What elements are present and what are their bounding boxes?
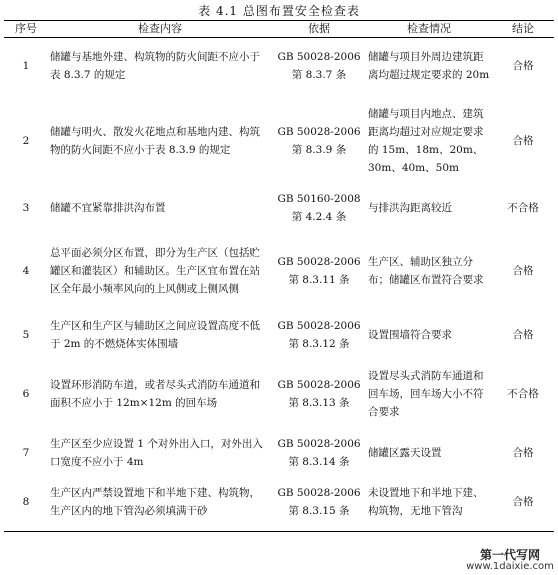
basis	[272, 474, 366, 532]
basis-clause: 第 8.3.11 条	[288, 273, 350, 286]
table-row	[4, 474, 554, 532]
watermark-url: www.1daixie.com	[466, 561, 554, 572]
basis-standard: GB 50028-2006	[277, 378, 361, 391]
basis	[272, 314, 366, 356]
basis	[272, 94, 366, 188]
basis-standard: GB 50160-2008	[277, 192, 361, 205]
row-number: 8	[4, 474, 48, 532]
result: 合格	[512, 264, 534, 277]
row-number: 2	[22, 134, 30, 147]
basis	[272, 356, 366, 432]
basis-standard: GB 50028-2006	[277, 255, 361, 268]
result: 合格	[512, 446, 534, 459]
watermark	[464, 549, 556, 573]
result: 不合格	[507, 387, 539, 400]
header-basis: 依据	[272, 21, 366, 38]
row-number: 1	[22, 59, 30, 72]
table-row	[4, 228, 554, 314]
row-number: 7	[22, 446, 30, 459]
basis-standard: GB 50028-2006	[277, 125, 361, 138]
basis	[272, 38, 366, 94]
basis-standard: GB 50028-2006	[277, 319, 361, 332]
basis-clause: 第 4.2.4 条	[291, 210, 347, 223]
check-content: 设置环形消防车道，或者尽头式消防车通道和面积不应小于 12m×12m 的回车场	[50, 378, 260, 409]
basis	[272, 228, 366, 314]
check-situation: 未设置地下和半地下建、构筑物，无地下管沟	[366, 474, 492, 532]
header-result: 结论	[492, 21, 554, 38]
basis-clause: 第 8.3.14 条	[288, 455, 350, 468]
basis	[272, 188, 366, 228]
result: 合格	[512, 328, 534, 341]
result: 合格	[512, 59, 534, 72]
header-content: 检查内容	[48, 21, 272, 38]
table-row	[4, 94, 554, 188]
check-situation: 设置尽头式消防车通道和回车场，回车场大小不符合要求	[368, 369, 484, 418]
check-situation: 设置围墙符合要求	[368, 328, 452, 341]
check-situation: 与排洪沟距离较近	[368, 201, 452, 214]
row-number: 4	[22, 264, 30, 277]
table-row	[4, 38, 554, 94]
safety-checklist-table	[4, 20, 554, 532]
check-content: 生产区至少应设置 1 个对外出入口，对外出入口宽度不应小于 4m	[50, 437, 263, 468]
basis-standard: GB 50028-2006	[277, 487, 361, 500]
table-row	[4, 432, 554, 474]
header-no: 序号	[4, 21, 48, 38]
row-number: 6	[22, 387, 30, 400]
basis-standard: GB 50028-2006	[277, 437, 361, 450]
check-situation: 生产区、辅助区独立分布；储罐区布置符合要求	[368, 255, 484, 286]
row-number: 3	[22, 201, 30, 214]
check-content: 总平面必须分区布置，即分为生产区（包括贮罐区和灌装区）和辅助区。生产区宜布置在站区全年最小频率风向的上风侧或上侧风侧	[50, 246, 260, 295]
table-header-row	[4, 21, 554, 38]
check-situation: 储罐与项目外周边建筑距离均超过规定要求的 20m	[368, 50, 490, 81]
table-row	[4, 356, 554, 432]
watermark-name: 第一代写网	[479, 548, 540, 562]
check-content: 储罐与基地外建、构筑物的防火间距不应小于表 8.3.7 的规定	[50, 50, 260, 81]
result: 合格	[512, 134, 534, 147]
check-situation: 储罐区露天设置	[368, 446, 442, 459]
basis-clause: 第 8.3.7 条	[291, 68, 347, 81]
check-content: 生产区和生产区与辅助区之间应设置高度不低于 2m 的不燃烧体实体围墙	[50, 319, 260, 350]
check-content: 生产区内严禁设置地下和半地下建、构筑物，生产区内的地下管沟必须填满干砂	[48, 474, 272, 532]
basis-standard: GB 50028-2006	[277, 50, 361, 63]
check-content: 储罐不宜紧靠排洪沟布置	[50, 201, 166, 214]
basis-clause: 第 8.3.15 条	[288, 505, 350, 518]
basis-clause: 第 8.3.13 条	[288, 396, 350, 409]
table-row	[4, 188, 554, 228]
check-content: 储罐与明火、散发火花地点和基地内建、构筑物的防火间距不应小于表 8.3.9 的规定	[50, 125, 260, 156]
result: 不合格	[507, 201, 539, 214]
basis	[272, 432, 366, 474]
basis-clause: 第 8.3.12 条	[288, 337, 350, 350]
check-situation: 储罐与项目内地点、建筑距离均超过对应规定要求的 15m、18m、20m、30m、40m、50m	[368, 107, 484, 174]
result: 合格	[492, 474, 554, 532]
row-number: 5	[22, 328, 30, 341]
header-situation: 检查情况	[366, 21, 492, 38]
table-caption: 表 4.1 总图布置安全检查表	[198, 4, 360, 18]
basis-clause: 第 8.3.9 条	[291, 143, 347, 156]
table-row	[4, 314, 554, 356]
